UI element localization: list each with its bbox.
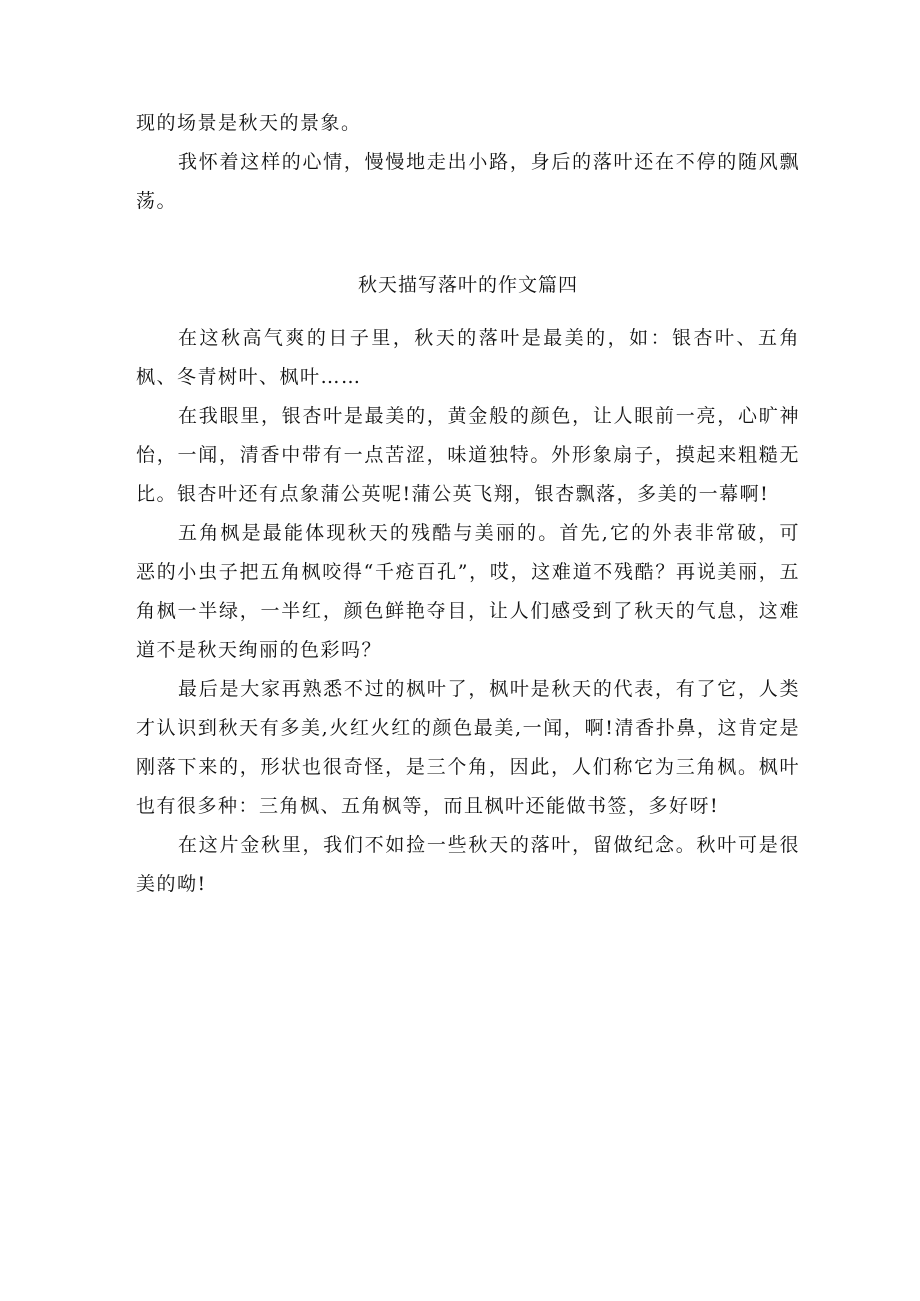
- paragraph: 在我眼里，银杏叶是最美的，黄金般的颜色，让人眼前一亮，心旷神怡，一闻，清香中带有一点苦涩，味道独特。外形象扇子，摸起来粗糙无比。银杏叶还有点象蒲公英呢!蒲公英飞翔，银杏飘落，多美的一幕啊!: [136, 405, 800, 505]
- essay-body: [136, 319, 800, 904]
- paragraph: 在这秋高气爽的日子里，秋天的落叶是最美的，如：银杏叶、五角枫、冬青树叶、枫叶……: [136, 327, 800, 388]
- paragraph: 最后是大家再熟悉不过的枫叶了，枫叶是秋天的代表，有了它，人类才认识到秋天有多美,火红火红的颜色最美,一闻，啊!清香扑鼻，这肯定是刚落下来的，形状也很奇怪，是三个角，因此，人们称它为三角枫。枫叶也有很多种：三角枫、五角枫等，而且枫叶还能做书签，多好呀!: [136, 678, 800, 817]
- paragraph: 我怀着这样的心情，慢慢地走出小路，身后的落叶还在不停的随风飘荡。: [136, 151, 800, 212]
- continued-text: [136, 104, 800, 221]
- paragraph: 五角枫是最能体现秋天的残酷与美丽的。首先,它的外表非常破，可恶的小虫子把五角枫咬得“千疮百孔”，哎，这难道不残酷？再说美丽，五角枫一半绿，一半红，颜色鲜艳夺目，让人们感受到了秋天的气息，这难道不是秋天绚丽的色彩吗？: [136, 522, 800, 661]
- paragraph-continuation: 现的场景是秋天的景象。: [136, 112, 362, 134]
- section-title: 秋天描写落叶的作文篇四: [357, 274, 578, 296]
- paragraph: 在这片金秋里，我们不如捡一些秋天的落叶，留做纪念。秋叶可是很美的呦!: [136, 834, 800, 895]
